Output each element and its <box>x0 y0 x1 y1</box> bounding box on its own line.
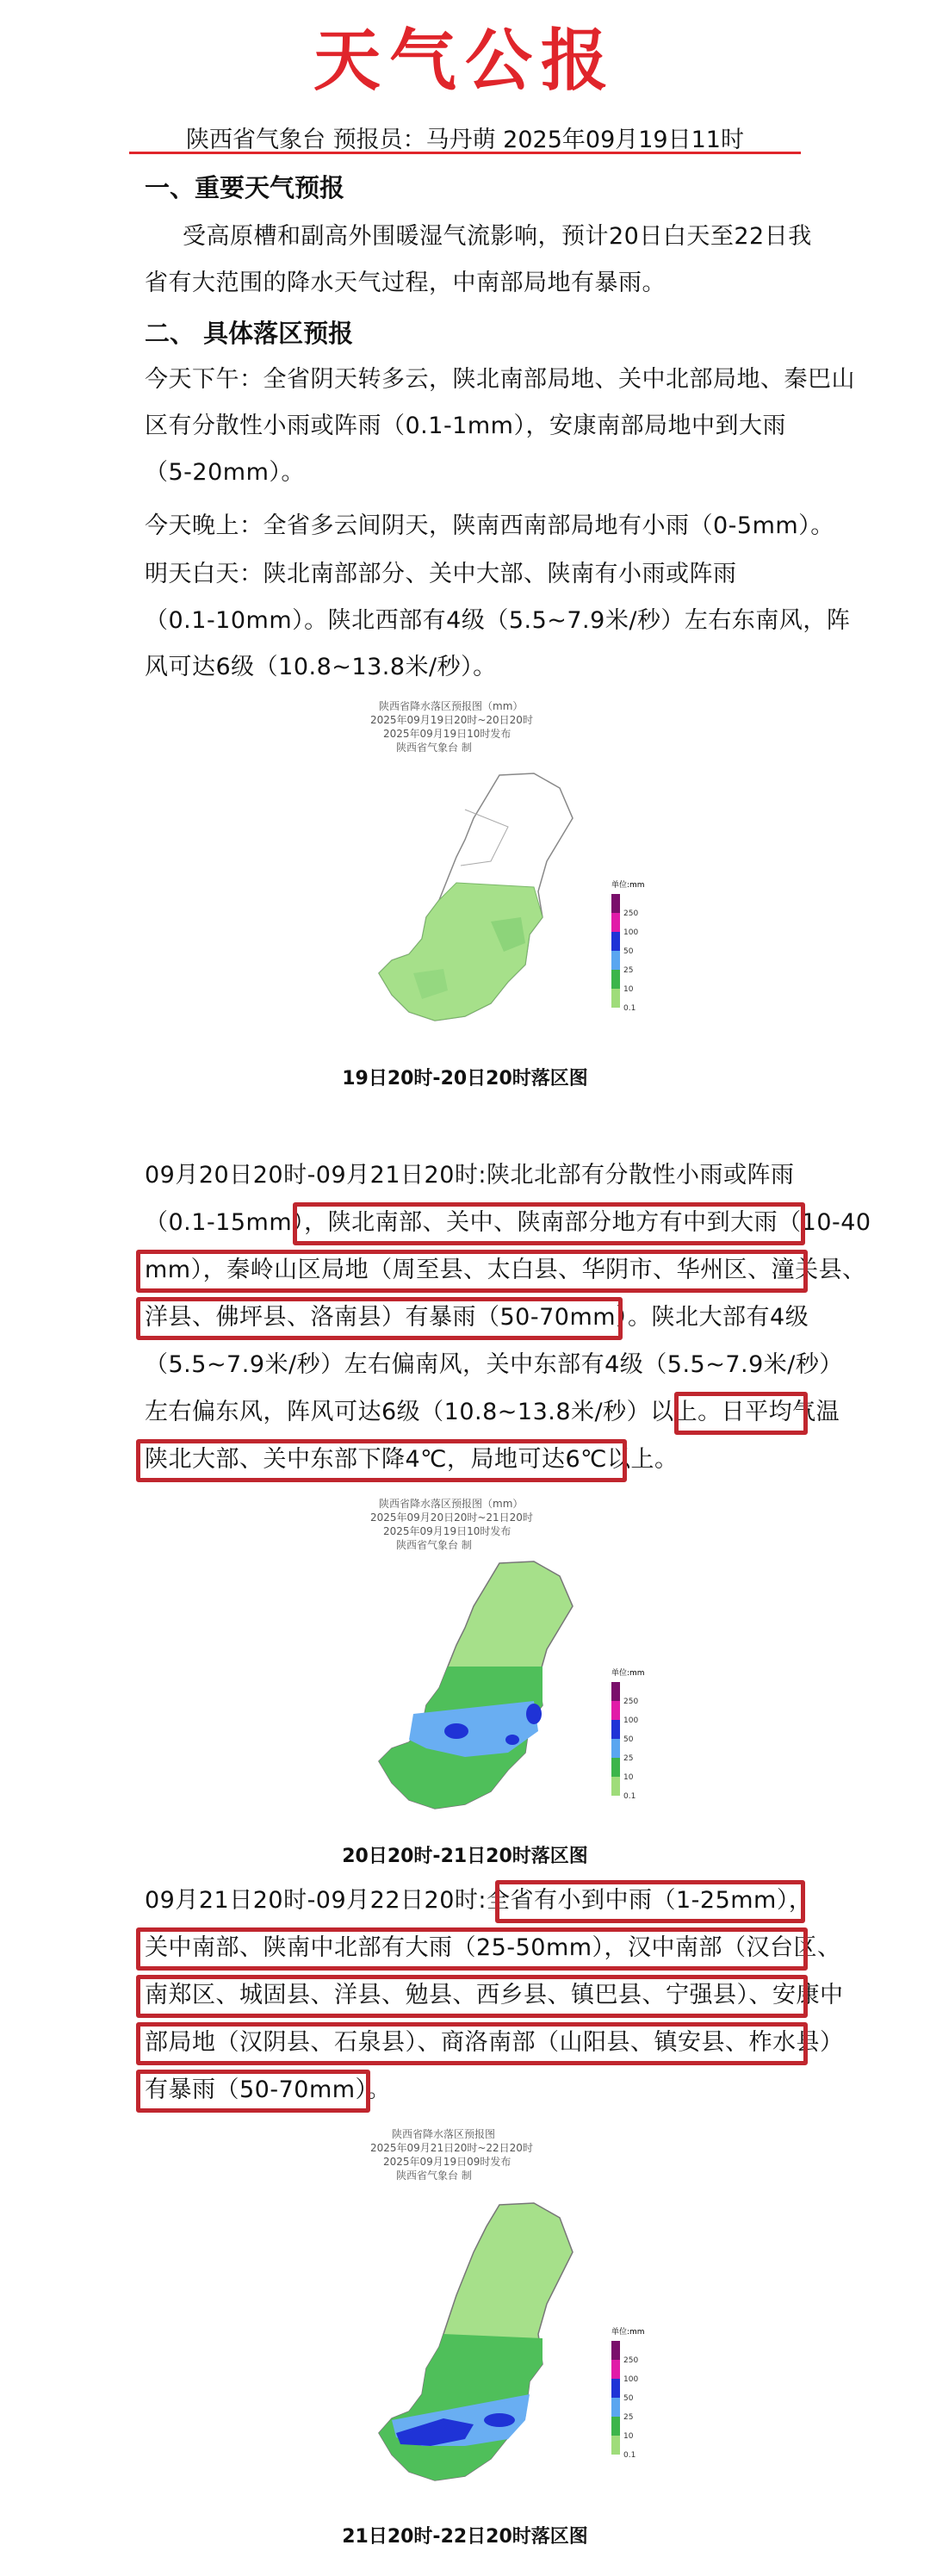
legend-label-50: 50 <box>623 2394 634 2403</box>
map-2-rainstorm-3 <box>505 1735 519 1745</box>
section-important-title: 一、重要天气预报 <box>145 173 345 202</box>
period2-line-6: 左右偏东风，阵风可达6级（10.8~13.8米/秒）以上。日平均气温 <box>145 1399 840 1425</box>
period2-line-4: 洋县、佛坪县、洛南县）有暴雨（50-70mm）。陕北大部有4级 <box>145 1304 809 1331</box>
legend-label-100: 100 <box>623 928 639 937</box>
forecast-line-1: 今天下午：全省阴天转多云，陕北南部局地、关中北部局地、秦巴山 <box>145 366 855 393</box>
important-text-line-2: 省有大范围的降水天气过程，中南部局地有暴雨。 <box>145 270 666 296</box>
map-1-legend-unit: 单位:mm <box>611 881 645 890</box>
important-text-line-1: 受高原槽和副高外围暖湿气流影响，预计20日白天至22日我 <box>183 223 812 250</box>
legend-swatch-25 <box>611 951 620 970</box>
legend-swatch-10 <box>611 2417 620 2436</box>
legend-swatch-0-1 <box>611 2436 620 2455</box>
legend-label-0-1: 0.1 <box>623 1004 636 1013</box>
forecast-line-4: 今天晚上：全省多云间阴天，陕南西南部局地有小雨（0-5mm）。 <box>145 512 834 539</box>
map-3-precip-map <box>362 2188 672 2515</box>
map-2-head-1: 陕西省降水落区预报图（mm） <box>379 1498 524 1510</box>
map-2-precip-map <box>362 1555 672 1839</box>
highlight-box <box>136 1297 623 1340</box>
period2-line-5: （5.5~7.9米/秒）左右偏南风，关中东部有4级（5.5~7.9米/秒） <box>145 1351 843 1378</box>
period2-line-2: （0.1-15mm），陕北南部、关中、陕南部分地方有中到大雨（10-40 <box>145 1209 871 1236</box>
highlight-box <box>136 2070 370 2113</box>
map-3-legend <box>611 2326 645 2460</box>
forecast-line-3: （5-20mm）。 <box>145 459 305 486</box>
map-1-head-4: 陕西省气象台 制 <box>396 742 472 754</box>
highlight-box <box>136 2022 808 2065</box>
bulletin-title: 天气公报 <box>313 22 617 100</box>
forecast-line-7: 风可达6级（10.8~13.8米/秒）。 <box>145 654 497 680</box>
legend-swatch-50 <box>611 1720 620 1739</box>
map-1-head-2: 2025年09月19日20时~20日20时 <box>370 714 533 726</box>
legend-label-25: 25 <box>623 2413 634 2422</box>
legend-swatch-100 <box>611 913 620 932</box>
period3-line-3: 南郑区、城固县、洋县、勉县、西乡县、镇巴县、宁强县）、安康中 <box>145 1982 844 2008</box>
highlight-box <box>674 1392 808 1435</box>
map-1-rain-area <box>379 883 542 1021</box>
forecast-line-6: （0.1-10mm）。陕北西部有4级（5.5~7.9米/秒）左右东南风，阵 <box>145 607 851 634</box>
map-2-head-4: 陕西省气象台 制 <box>396 1539 472 1551</box>
legend-swatch-10 <box>611 970 620 989</box>
map-2-head-3: 2025年09月19日10时发布 <box>383 1525 512 1537</box>
issuer-line: 陕西省气象台 预报员：马丹萌 2025年09月19日11时 <box>186 127 744 153</box>
legend-swatch-250 <box>611 894 620 913</box>
legend-label-250: 250 <box>623 2356 639 2365</box>
legend-swatch-0-1 <box>611 989 620 1008</box>
period3-line-5: 有暴雨（50-70mm）。 <box>145 2076 392 2103</box>
forecast-line-2: 区有分散性小雨或阵雨（0.1-1mm），安康南部局地中到大雨 <box>145 413 786 439</box>
map-3-head-1: 陕西省降水落区预报图 <box>392 2128 496 2140</box>
legend-label-10: 10 <box>623 1773 634 1782</box>
legend-label-100: 100 <box>623 2375 639 2384</box>
legend-label-10: 10 <box>623 2432 634 2441</box>
period3-line-4: 部局地（汉阴县、石泉县）、商洛南部（山阳县、镇安县、柞水县） <box>145 2029 844 2056</box>
map-2-legend-unit: 单位:mm <box>611 1669 645 1678</box>
highlight-box <box>495 1880 805 1923</box>
legend-swatch-25 <box>611 2398 620 2417</box>
map-2-caption: 20日20时-21日20时落区图 <box>342 1846 588 1867</box>
map-2-rainstorm-1 <box>444 1723 468 1739</box>
period2-line-1: 09月20日20时-09月21日20时:陕北北部有分散性小雨或阵雨 <box>145 1162 795 1189</box>
map-3-legend-unit: 单位:mm <box>611 2328 645 2337</box>
map-3-rainstorm-2 <box>484 2413 515 2427</box>
period3-line-2: 关中南部、陕南中北部有大雨（25-50mm），汉中南部（汉台区、 <box>145 1934 841 1961</box>
legend-swatch-25 <box>611 1739 620 1758</box>
map-1-legend <box>611 879 645 1013</box>
legend-label-250: 250 <box>623 909 639 918</box>
map-3-head-2: 2025年09月21日20时~22日20时 <box>370 2142 533 2154</box>
legend-swatch-10 <box>611 1758 620 1777</box>
period3-line-1: 09月21日20时-09月22日20时:全省有小到中雨（1-25mm）， <box>145 1887 813 1914</box>
map-1-caption: 19日20时-20日20时落区图 <box>342 1068 588 1089</box>
map-3-head-4: 陕西省气象台 制 <box>396 2169 472 2182</box>
legend-swatch-50 <box>611 2379 620 2398</box>
legend-swatch-50 <box>611 932 620 951</box>
legend-label-50: 50 <box>623 947 634 956</box>
map-2-head-2: 2025年09月20日20时~21日20时 <box>370 1511 533 1524</box>
map-2-rainstorm-2 <box>526 1704 542 1724</box>
highlight-box <box>136 1927 808 1971</box>
legend-swatch-100 <box>611 1701 620 1720</box>
map-1-head-3: 2025年09月19日10时发布 <box>383 728 512 740</box>
legend-label-0-1: 0.1 <box>623 2451 636 2460</box>
highlight-box <box>136 1975 808 2018</box>
legend-swatch-250 <box>611 2341 620 2360</box>
map-2-legend <box>611 1667 645 1801</box>
header-divider <box>129 152 801 154</box>
legend-label-25: 25 <box>623 966 634 975</box>
highlight-box <box>136 1439 627 1482</box>
highlight-box <box>293 1202 805 1245</box>
forecast-line-5: 明天白天：陕北南部部分、关中大部、陕南有小雨或阵雨 <box>145 561 737 587</box>
highlight-box <box>136 1250 808 1293</box>
legend-swatch-0-1 <box>611 1777 620 1796</box>
legend-label-0-1: 0.1 <box>623 1792 636 1801</box>
legend-label-10: 10 <box>623 985 634 994</box>
period2-line-3: mm），秦岭山区局地（周至县、太白县、华阴市、华州区、潼关县、 <box>145 1257 866 1283</box>
legend-label-50: 50 <box>623 1735 634 1744</box>
map-1-head-1: 陕西省降水落区预报图（mm） <box>379 700 524 712</box>
map-1-precip-map <box>362 758 672 1059</box>
legend-label-100: 100 <box>623 1716 639 1725</box>
legend-label-250: 250 <box>623 1698 639 1706</box>
legend-swatch-250 <box>611 1682 620 1701</box>
section-detail-title: 二、 具体落区预报 <box>145 319 354 348</box>
legend-swatch-100 <box>611 2360 620 2379</box>
legend-label-25: 25 <box>623 1754 634 1763</box>
map-3-head-3: 2025年09月19日09时发布 <box>383 2156 512 2168</box>
map-3-caption: 21日20时-22日20时落区图 <box>342 2526 588 2548</box>
period2-line-7: 陕北大部、关中东部下降4℃，局地可达6℃以上。 <box>145 1446 679 1473</box>
